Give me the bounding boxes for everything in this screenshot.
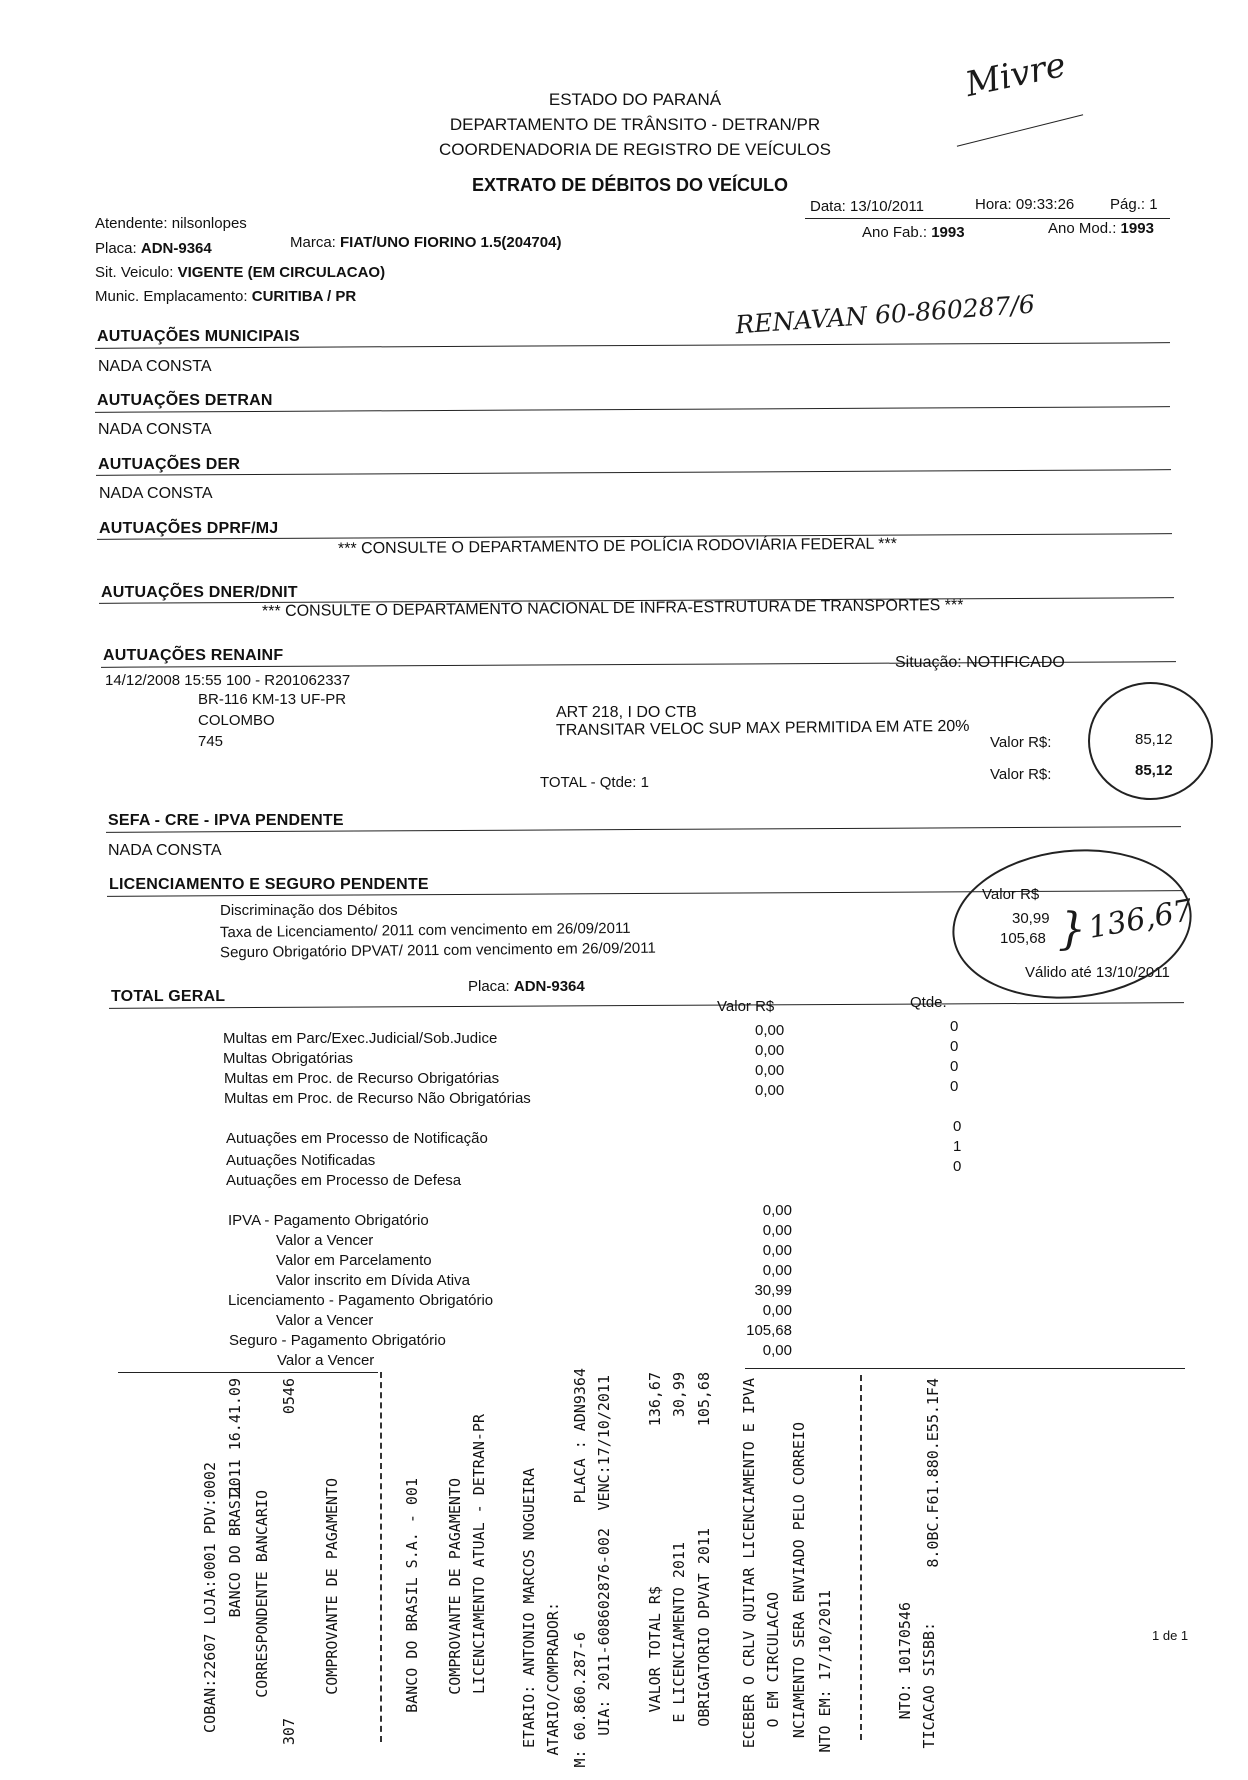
row-label: Valor a Vencer — [276, 1232, 374, 1249]
receipt-total-label: VALOR TOTAL R$ — [646, 1586, 664, 1713]
row-label: Multas em Proc. de Recurso Obrigatórias — [224, 1070, 500, 1087]
section-detran-title: AUTUAÇÕES DETRAN — [97, 392, 273, 409]
row-qty: 0 — [953, 1158, 962, 1175]
meta-divider — [805, 218, 1170, 219]
receipt-plate: PLACA : ADN9364 — [571, 1368, 589, 1504]
row-label: Valor a Vencer — [277, 1352, 375, 1369]
header-department: DEPARTAMENTO DE TRÂNSITO - DETRAN/PR — [449, 115, 821, 134]
meta-municipality: Munic. Emplacamento: CURITIBA / PR — [95, 288, 357, 305]
renainf-description: TRANSITAR VELOC SUP MAX PERMITIDA EM ATE 20% — [555, 717, 970, 740]
handwritten-brace: } — [1058, 904, 1086, 955]
handwritten-underline — [957, 114, 1083, 146]
renainf-line3: COLOMBO — [198, 712, 275, 729]
header-coordination: COORDENADORIA DE REGISTRO DE VEÍCULOS — [438, 140, 831, 159]
section-dnit-text: *** CONSULTE O DEPARTAMENTO NACIONAL DE INFRA-ESTRUTURA DE TRANSPORTES *** — [261, 596, 964, 621]
divider — [96, 469, 1171, 476]
row-qty: 0 — [950, 1038, 959, 1055]
row-value: 0,00 — [755, 1082, 785, 1099]
meta-ano-mod: Ano Mod.: 1993 — [1048, 220, 1154, 237]
meta-time: Hora: 09:33:26 — [975, 196, 1075, 213]
section-detran-text: NADA CONSTA — [98, 421, 212, 438]
receipt-bank-name: BANCO DO BRASIL S.A. - 001 — [403, 1478, 421, 1713]
receipt-buyer: ATARIO/COMPRADOR: — [544, 1602, 562, 1756]
row-label: Valor a Vencer — [276, 1312, 374, 1329]
row-label: Valor inscrito em Dívida Ativa — [276, 1272, 470, 1289]
meta-page: Pág.: 1 — [1110, 196, 1158, 213]
receipt-correspondent: CORRESPONDENTE BANCARIO — [253, 1490, 271, 1698]
renainf-total-label: TOTAL - Qtde: 1 — [540, 774, 649, 791]
section-municipais-title: AUTUAÇÕES MUNICIPAIS — [97, 328, 300, 345]
row-value: 0,00 — [755, 1022, 785, 1039]
receipt-licenciamento: LICENCIAMENTO ATUAL - DETRAN-PR — [470, 1414, 488, 1694]
row-qty: 1 — [953, 1138, 962, 1155]
meta-situation: Sit. Veiculo: VIGENTE (EM CIRCULACAO) — [95, 264, 386, 281]
receipt-lic-value: 30,99 — [670, 1372, 688, 1418]
receipt-coban: COBAN:22607 LOJA:0001 PDV:0002 — [201, 1462, 219, 1733]
row-label: Multas Obrigatórias — [223, 1050, 354, 1067]
receipt-auth-number: NTO: 10170546 — [896, 1602, 914, 1720]
lic-item-taxa: Taxa de Licenciamento/ 2011 com vencimento em 26/09/2011 — [219, 919, 631, 942]
section-der-title: AUTUAÇÕES DER — [98, 456, 241, 473]
receipt-dpvat-label: OBRIGATORIO DPVAT 2011 — [695, 1528, 713, 1727]
section-dprf-title: AUTUAÇÕES DPRF/MJ — [99, 520, 279, 537]
receipt-code: 307 — [280, 1718, 298, 1746]
row-value: 0,00 — [762, 1302, 792, 1319]
section-dnit-title: AUTUAÇÕES DNER/DNIT — [101, 584, 298, 601]
receipt-sisbb: TICACAO SISBB: — [920, 1622, 938, 1749]
receipt-guia: UIA: 2011-608602876-002 — [595, 1528, 613, 1736]
row-label: Autuações Notificadas — [226, 1152, 376, 1169]
row-label: Seguro - Pagamento Obrigatório — [229, 1332, 446, 1349]
receipt-separator — [860, 1375, 862, 1740]
renainf-situation: Situação: NOTIFICADO — [895, 654, 1065, 671]
row-value: 0,00 — [762, 1342, 792, 1359]
col-qtde-header: Qtde. — [910, 994, 947, 1011]
hand-drawn-circle — [1088, 682, 1213, 800]
meta-ano-fab: Ano Fab.: 1993 — [862, 224, 965, 241]
row-label: IPVA - Pagamento Obrigatório — [228, 1212, 429, 1229]
receipt-renavam: M: 60.860.287-6 — [571, 1632, 589, 1768]
row-value: 0,00 — [755, 1062, 785, 1079]
page-title: EXTRATO DE DÉBITOS DO VEÍCULO — [471, 175, 789, 195]
row-value: 30,99 — [754, 1282, 792, 1299]
receipt-notice-3: NCIAMENTO SERA ENVIADO PELO CORREIO — [790, 1422, 808, 1739]
renainf-value: 85,12 — [1135, 731, 1173, 748]
receipt-notice-2: O EM CIRCULACAO — [764, 1592, 782, 1728]
receipt-top-edge — [745, 1368, 1185, 1369]
section-municipais-text: NADA CONSTA — [98, 358, 212, 375]
total-geral-title: TOTAL GERAL — [111, 988, 226, 1005]
divider — [109, 1002, 1184, 1009]
handwritten-renavan: RENAVAN 60-860287/6 — [734, 289, 1036, 340]
section-der-text: NADA CONSTA — [99, 485, 213, 502]
row-value: 0,00 — [762, 1222, 792, 1239]
receipt-due: VENC:17/10/2011 — [595, 1375, 613, 1511]
row-label: Licenciamento - Pagamento Obrigatório — [228, 1292, 494, 1309]
receipt-notice-1: ECEBER O CRLV QUITAR LICENCIAMENTO E IPVA — [740, 1378, 758, 1749]
renainf-total-value: 85,12 — [1135, 762, 1173, 779]
meta-attendant: Atendente: nilsonlopes — [95, 215, 247, 232]
meta-plate: Placa: ADN-9364 — [95, 240, 212, 257]
hand-drawn-circle — [945, 838, 1199, 1010]
row-label: Valor em Parcelamento — [276, 1252, 432, 1269]
receipt-time: 2011 16.41.09 — [226, 1378, 244, 1496]
row-label: Multas em Proc. de Recurso Não Obrigatórias — [224, 1090, 531, 1107]
row-value: 0,00 — [762, 1202, 792, 1219]
row-qty: 0 — [953, 1118, 962, 1135]
lic-discriminacao: Discriminação dos Débitos — [220, 902, 398, 919]
receipt-comprovante: COMPROVANTE DE PAGAMENTO — [323, 1478, 341, 1695]
lic-valid-until: Válido até 13/10/2011 — [1025, 964, 1170, 981]
receipt-lic-label: E LICENCIAMENTO 2011 — [670, 1542, 688, 1723]
receipt-top-edge — [118, 1372, 378, 1373]
total-geral-plate: Placa: ADN-9364 — [468, 978, 585, 995]
row-label: Multas em Parc/Exec.Judicial/Sob.Judice — [223, 1030, 498, 1047]
renainf-article: ART 218, I DO CTB — [556, 704, 697, 721]
section-dprf-text: *** CONSULTE O DEPARTAMENTO DE POLÍCIA RODOVIÁRIA FEDERAL *** — [337, 535, 898, 558]
handwritten-sum: 136,67 — [1085, 893, 1196, 946]
row-value: 105,68 — [746, 1322, 792, 1339]
receipt-comprovante-2: COMPROVANTE DE PAGAMENTO — [446, 1478, 464, 1695]
lic-value-1: 30,99 — [1012, 910, 1050, 927]
row-label: Autuações em Processo de Notificação — [226, 1130, 488, 1147]
row-label: Autuações em Processo de Defesa — [226, 1172, 462, 1189]
col-valor-header: Valor R$ — [717, 998, 775, 1015]
section-renainf-title: AUTUAÇÕES RENAINF — [103, 647, 284, 664]
receipt-owner: ETARIO: ANTONIO MARCOS NOGUEIRA — [520, 1468, 538, 1748]
receipt-total-value: 136,67 — [646, 1372, 664, 1427]
row-qty: 0 — [950, 1058, 959, 1075]
receipt-dpvat-value: 105,68 — [695, 1372, 713, 1427]
receipt-separator — [380, 1372, 382, 1742]
receipt-date: NTO EM: 17/10/2011 — [816, 1590, 834, 1753]
lic-valor-header: Valor R$ — [982, 886, 1040, 903]
section-lic-title: LICENCIAMENTO E SEGURO PENDENTE — [109, 876, 429, 893]
row-value: 0,00 — [762, 1242, 792, 1259]
lic-value-2: 105,68 — [1000, 930, 1046, 947]
receipt-agency: 0546 — [280, 1378, 298, 1415]
row-value: 0,00 — [755, 1042, 785, 1059]
page-number: 1 de 1 — [1152, 1628, 1189, 1643]
row-qty: 0 — [950, 1078, 959, 1095]
renainf-line2: BR-116 KM-13 UF-PR — [198, 691, 347, 708]
section-ipva-text: NADA CONSTA — [108, 842, 222, 859]
renainf-line4: 745 — [198, 733, 224, 750]
renainf-total-value-label: Valor R$: — [990, 766, 1052, 783]
renainf-value-label: Valor R$: — [990, 734, 1052, 751]
handwritten-note-top: Mivre — [961, 44, 1070, 106]
renainf-line1: 14/12/2008 15:55 100 - R201062337 — [105, 672, 351, 689]
receipt-bank: BANCO DO BRASIL — [226, 1482, 244, 1618]
meta-brand: Marca: FIAT/UNO FIORINO 1.5(204704) — [290, 234, 562, 251]
row-qty: 0 — [950, 1018, 959, 1035]
header-state: ESTADO DO PARANÁ — [548, 90, 722, 109]
row-value: 0,00 — [762, 1262, 792, 1279]
section-ipva-title: SEFA - CRE - IPVA PENDENTE — [108, 812, 344, 829]
meta-date: Data: 13/10/2011 — [810, 198, 924, 215]
receipt-auth-code: 8.0BC.F61.880.E55.1F4 — [924, 1378, 942, 1568]
lic-item-seguro: Seguro Obrigatório DPVAT/ 2011 com vencimento em 26/09/2011 — [219, 939, 656, 962]
